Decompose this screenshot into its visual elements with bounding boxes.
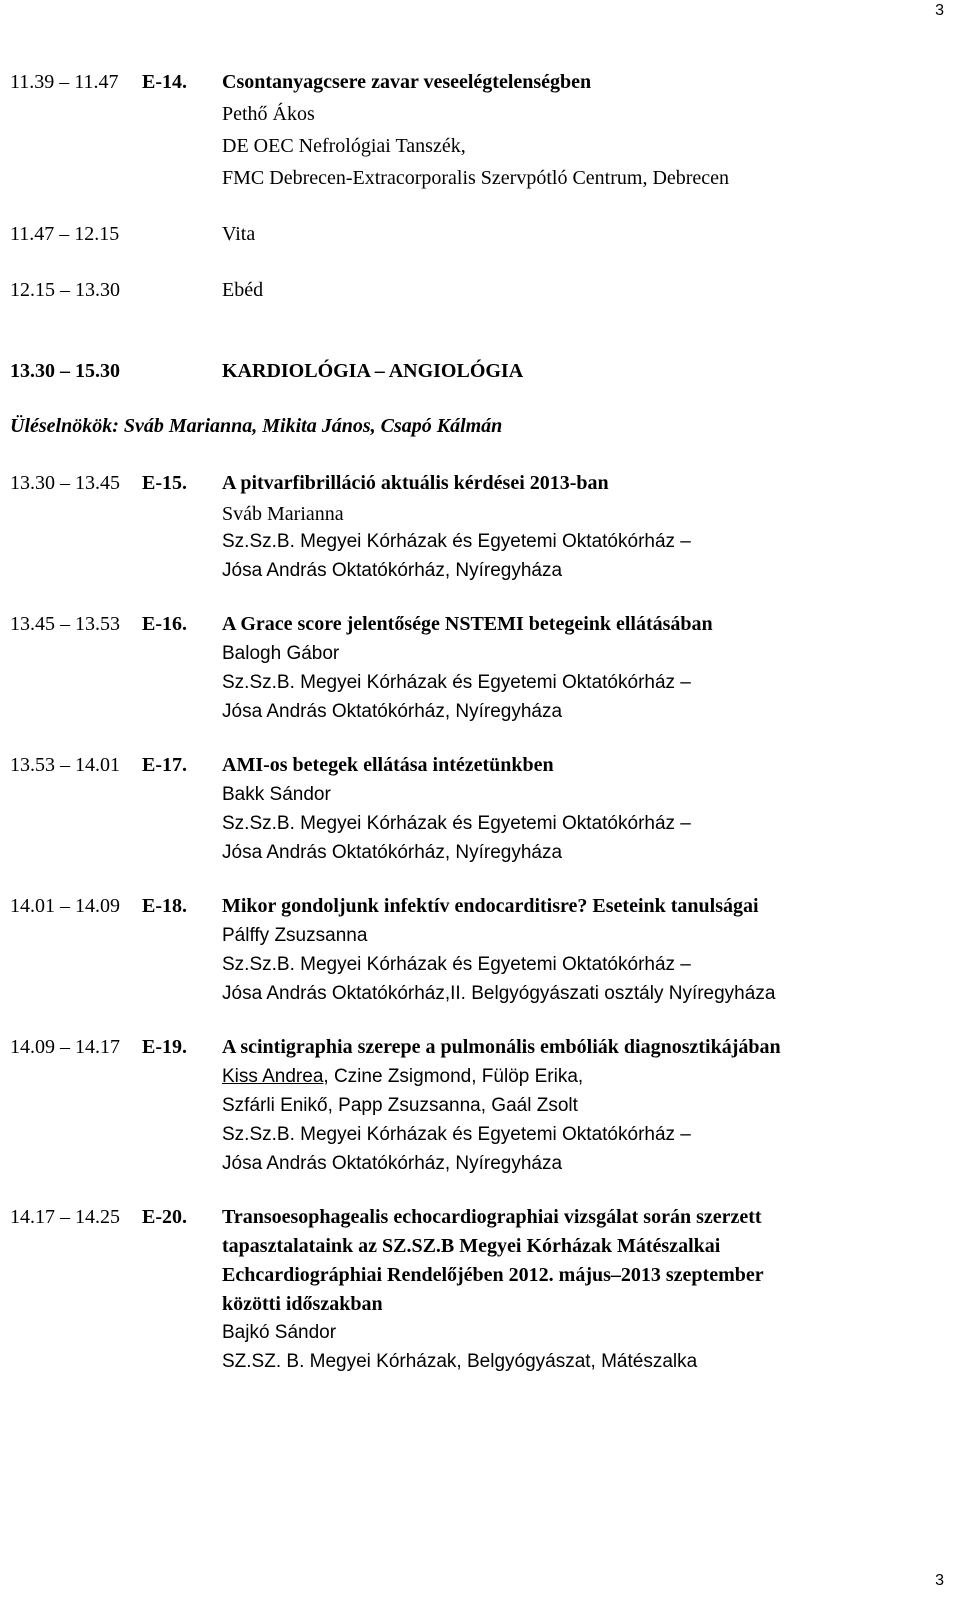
e18-code: E-18.	[142, 895, 187, 917]
e16-code: E-16.	[142, 613, 187, 635]
session-chairs: Üléselnökök: Sváb Marianna, Mikita János, Csapó Kálmán	[10, 415, 503, 437]
e15-title: A pitvarfibrilláció aktuális kérdései 2013-ban	[222, 472, 609, 494]
e15-author: Sváb Marianna	[222, 503, 344, 525]
e16-affiliation-1: Sz.Sz.B. Megyei Kórházak és Egyetemi Oktatókórház –	[222, 672, 691, 693]
e19-authors-line-1	[222, 1063, 583, 1091]
page-number-bottom: 3	[935, 1572, 944, 1589]
e14-time: 11.39 – 11.47	[10, 71, 119, 93]
block-time: 13.30 – 15.30	[10, 360, 120, 382]
e15-affiliation-2: Jósa András Oktatókórház, Nyíregyháza	[222, 560, 563, 581]
e19-title: A scintigraphia szerepe a pulmonális embóliák diagnosztikájában	[222, 1036, 781, 1058]
ebed-time: 12.15 – 13.30	[10, 279, 120, 301]
vita-label: Vita	[222, 223, 256, 245]
e17-title: AMI-os betegek ellátása intézetünkben	[222, 754, 554, 776]
e16-affiliation-2: Jósa András Oktatókórház, Nyíregyháza	[222, 701, 563, 722]
e17-code: E-17.	[142, 754, 187, 776]
vita-time: 11.47 – 12.15	[10, 223, 120, 245]
ebed-label: Ebéd	[222, 279, 264, 301]
e14-author: Pethő Ákos	[222, 103, 315, 125]
block-title: KARDIOLÓGIA – ANGIOLÓGIA	[222, 360, 524, 382]
e18-affiliation-2: Jósa András Oktatókórház,II. Belgyógyászati osztály Nyíregyháza	[222, 983, 776, 1004]
e19-time: 14.09 – 14.17	[10, 1036, 120, 1058]
e20-affiliation-1: SZ.SZ. B. Megyei Kórházak, Belgyógyászat, Mátészalka	[222, 1351, 698, 1372]
e19-coauthors-1: , Czine Zsigmond, Fülöp Erika,	[323, 1066, 584, 1087]
e20-title-4: közötti időszakban	[222, 1293, 383, 1315]
e17-affiliation-1: Sz.Sz.B. Megyei Kórházak és Egyetemi Oktatókórház –	[222, 813, 691, 834]
e19-affiliation-2: Jósa András Oktatókórház, Nyíregyháza	[222, 1153, 563, 1174]
e14-affiliation-2: FMC Debrecen-Extracorporalis Szervpótló Centrum, Debrecen	[222, 167, 730, 189]
e15-code: E-15.	[142, 472, 187, 494]
e20-author: Bajkó Sándor	[222, 1322, 337, 1343]
e14-code: E-14.	[142, 71, 187, 93]
e19-coauthors-2: Szfárli Enikő, Papp Zsuzsanna, Gaál Zsolt	[222, 1095, 578, 1116]
e14-title: Csontanyagcsere zavar veseelégtelenségben	[222, 71, 592, 93]
e20-title-2: tapasztalataink az SZ.SZ.B Megyei Kórházak Mátészalkai	[222, 1235, 721, 1257]
e16-title: A Grace score jelentősége NSTEMI betegeink ellátásában	[222, 613, 713, 635]
e16-author: Balogh Gábor	[222, 643, 340, 664]
e15-affiliation-1: Sz.Sz.B. Megyei Kórházak és Egyetemi Oktatókórház –	[222, 531, 691, 552]
e15-time: 13.30 – 13.45	[10, 472, 120, 494]
e19-affiliation-1: Sz.Sz.B. Megyei Kórházak és Egyetemi Oktatókórház –	[222, 1124, 691, 1145]
page-number-top: 3	[935, 2, 944, 19]
e19-presenting-author: Kiss Andrea	[222, 1066, 324, 1087]
e20-code: E-20.	[142, 1206, 187, 1228]
e18-affiliation-1: Sz.Sz.B. Megyei Kórházak és Egyetemi Oktatókórház –	[222, 954, 691, 975]
e18-title: Mikor gondoljunk infektív endocarditisre? Eseteink tanulságai	[222, 895, 759, 917]
e17-author: Bakk Sándor	[222, 784, 331, 805]
e17-time: 13.53 – 14.01	[10, 754, 120, 776]
e20-time: 14.17 – 14.25	[10, 1206, 120, 1228]
e14-affiliation-1: DE OEC Nefrológiai Tanszék,	[222, 135, 466, 157]
e20-title-1: Transoesophagealis echocardiographiai vizsgálat során szerzett	[222, 1206, 762, 1228]
e17-affiliation-2: Jósa András Oktatókórház, Nyíregyháza	[222, 842, 563, 863]
e16-time: 13.45 – 13.53	[10, 613, 120, 635]
e20-title-3: Echcardiográphiai Rendelőjében 2012. május–2013 szeptember	[222, 1264, 764, 1286]
e18-time: 14.01 – 14.09	[10, 895, 120, 917]
e18-author: Pálffy Zsuzsanna	[222, 925, 368, 946]
e19-code: E-19.	[142, 1036, 187, 1058]
